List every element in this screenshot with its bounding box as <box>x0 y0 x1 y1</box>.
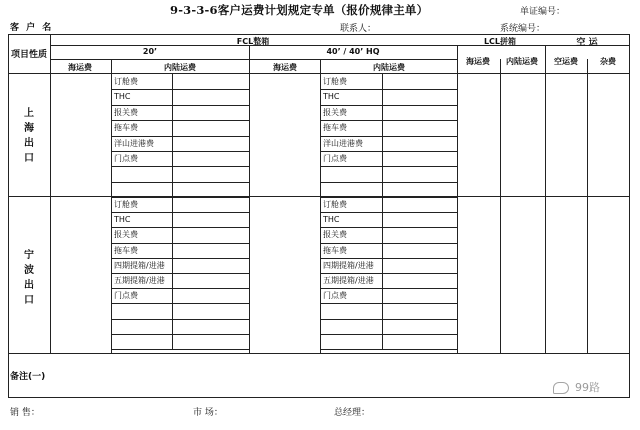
fee-item-ningbo-40: THC <box>323 215 340 225</box>
row-divider <box>111 303 249 304</box>
size-40-header: 40’ / 40’ HQ <box>326 47 380 56</box>
air-header: 空 运 <box>576 38 598 48</box>
col-sea-lcl: 海运费 <box>466 57 490 66</box>
general-manager-label: 总经理： <box>334 408 371 418</box>
row-divider <box>111 212 249 213</box>
row-divider <box>320 349 457 350</box>
cell-divider <box>382 197 383 349</box>
section-label-ningbo-text: 宁波出口 <box>24 250 34 306</box>
col-sea-40: 海运费 <box>273 63 297 72</box>
row-divider <box>320 334 457 335</box>
col-air-fee: 空运费 <box>554 57 578 66</box>
row-divider <box>320 303 457 304</box>
fee-item-ningbo-20: 订舱费 <box>114 200 138 209</box>
wechat-icon <box>553 382 569 394</box>
row-divider <box>111 89 249 90</box>
document-title: 9-3-3-6客户运费计划规定专单（报价规律主单） <box>170 3 429 17</box>
row-divider <box>111 182 249 183</box>
fee-item-ningbo-20: 五期提箱/进港 <box>114 276 165 285</box>
fee-item-shanghai-20: 拖车费 <box>114 123 138 133</box>
section-label-shanghai-text: 上海出口 <box>24 108 34 164</box>
system-number-label: 系统编号： <box>500 24 546 34</box>
col-sea-20: 海运费 <box>68 63 92 72</box>
fee-item-ningbo-20: 报关费 <box>114 230 138 240</box>
cell-divider <box>172 74 173 197</box>
fee-item-ningbo-20: 拖车费 <box>114 245 138 255</box>
section-label-ningbo <box>22 248 36 308</box>
fee-item-ningbo-40: 拖车费 <box>323 245 347 255</box>
row-divider <box>111 319 249 320</box>
cell-divider <box>172 197 173 349</box>
fee-item-shanghai-20: 报关费 <box>114 107 138 117</box>
row-divider <box>111 166 249 167</box>
lcl-header: LCL拼箱 <box>483 37 517 46</box>
remarks-label: 备注(一) <box>10 372 46 382</box>
fee-item-ningbo-40: 五期提箱/进港 <box>323 276 374 285</box>
fee-item-shanghai-20: 洋山进港费 <box>114 138 154 148</box>
fee-item-ningbo-20: 四期提箱/进港 <box>114 260 165 270</box>
col-inland-20: 内陆运费 <box>164 63 196 72</box>
fee-item-shanghai-40: 报关费 <box>323 107 347 117</box>
size-20-header: 20’ <box>142 47 158 56</box>
fee-item-shanghai-20: 订舱费 <box>114 77 138 86</box>
row-divider <box>111 349 249 350</box>
row-divider <box>320 212 457 213</box>
contact-label: 联系人： <box>340 24 377 34</box>
item-nature-header: 项目性质 <box>11 50 48 60</box>
fee-item-shanghai-40: 订舱费 <box>323 77 347 86</box>
row-divider <box>320 166 457 167</box>
fee-item-shanghai-20: THC <box>114 92 131 102</box>
fee-item-shanghai-20: 门点费 <box>114 154 138 163</box>
fcl-header: FCL整箱 <box>236 37 270 46</box>
section-label-shanghai <box>22 106 36 166</box>
watermark-text: 99路 <box>575 381 600 394</box>
row-divider <box>111 334 249 335</box>
row-divider <box>320 89 457 90</box>
fee-item-ningbo-40: 订舱费 <box>323 200 347 209</box>
doc-number-label: 单证编号： <box>520 7 566 17</box>
cell-divider <box>382 74 383 197</box>
row-divider <box>320 319 457 320</box>
col-misc-fee: 杂费 <box>600 57 616 66</box>
col-inland-lcl: 内陆运费 <box>506 57 538 66</box>
fee-item-shanghai-40: THC <box>323 92 340 102</box>
customer-name-label: 客 户 名 <box>10 23 54 33</box>
fee-item-shanghai-40: 门点费 <box>323 154 347 163</box>
market-label: 市 场： <box>193 408 223 418</box>
fee-item-ningbo-20: 门点费 <box>114 291 138 301</box>
col-inland-40: 内陆运费 <box>373 63 405 72</box>
row-divider <box>320 182 457 183</box>
fee-item-ningbo-40: 报关费 <box>323 230 347 240</box>
fee-item-ningbo-40: 四期提箱/进港 <box>323 260 374 270</box>
fee-item-ningbo-40: 门点费 <box>323 291 347 301</box>
fee-item-ningbo-20: THC <box>114 215 131 225</box>
sales-label: 销 售： <box>10 408 40 418</box>
fee-item-shanghai-40: 洋山进港费 <box>323 138 363 148</box>
fee-item-shanghai-40: 拖车费 <box>323 123 347 133</box>
